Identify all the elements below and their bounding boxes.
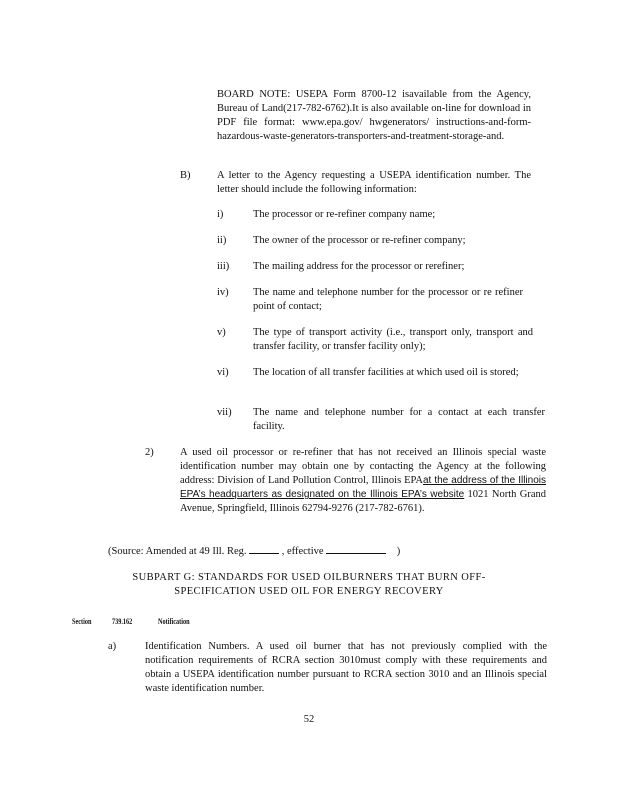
subitem-label: iii) xyxy=(217,261,230,272)
source-prefix: (Source: Amended at 49 Ill. Reg. xyxy=(108,546,247,557)
section-title-text: Notification xyxy=(158,617,190,626)
subitem-label: i) xyxy=(217,209,224,220)
source-middle: , effective xyxy=(281,546,324,557)
subitem-label: v) xyxy=(217,327,226,338)
subitem-text: The name and telephone number for a contact at each transfer facility. xyxy=(253,407,545,432)
item-2-paragraph xyxy=(180,446,546,516)
subitem-text: The type of transport activity (i.e., transport only, transport and transfer facility, or transfer facility only); xyxy=(253,327,533,352)
item-2-label: 2) xyxy=(145,447,154,458)
subitem-text: The mailing address for the processor or rerefiner; xyxy=(253,261,465,272)
item-a-text xyxy=(145,640,547,696)
source-line xyxy=(108,543,400,559)
source-register-blank xyxy=(249,543,279,554)
section-label xyxy=(72,615,97,629)
subitem-text: The name and telephone number for the processor or re refiner point of contact; xyxy=(253,287,523,312)
board-note xyxy=(217,88,531,144)
subitem-text: The processor or re-refiner company name; xyxy=(253,209,436,220)
page-number: 52 xyxy=(303,714,315,725)
subpart-heading-line2: SPECIFICATION USED OIL FOR ENERGY RECOVERY xyxy=(174,586,444,597)
item-2-text-before: A used oil processor or re-refiner that has not received an Illinois special waste identification number may obtain one by contacting the Agency at the following address: Division of Land Pollution Control, Illinois EPA xyxy=(180,447,546,486)
item-b-label: B) xyxy=(180,170,191,181)
item-2-text xyxy=(180,446,546,516)
section-number xyxy=(112,615,138,629)
subitem-label: ii) xyxy=(217,235,227,246)
subitem-label: vi) xyxy=(217,367,229,378)
item-2-text-underlined: at the address of the Illinois EPA’s headquarters as designated on the Illinois EPA’s website xyxy=(180,475,546,500)
source-suffix: ) xyxy=(396,546,401,557)
section-label-text: Section xyxy=(72,617,92,626)
subpart-heading-line1: SUBPART G: STANDARDS FOR USED OILBURNERS THAT BURN OFF- xyxy=(132,572,486,583)
item-a-label: a) xyxy=(108,641,117,652)
subitem-label: iv) xyxy=(217,287,229,298)
item-b-paragraph: A letter to the Agency requesting a USEPA identification number. The letter should include the following information: xyxy=(217,170,531,195)
source-effective-blank xyxy=(326,543,386,554)
subitem-text: The location of all transfer facilities at which used oil is stored; xyxy=(253,367,519,378)
item-2-text-after: 1021 North Grand Avenue, Springfield, Illinois 62794-9276 (217-782-6761). xyxy=(180,489,546,514)
subitem-text: The owner of the processor or re-refiner company; xyxy=(253,235,466,246)
board-note-text: BOARD NOTE: USEPA Form 8700-12 isavailable from the Agency, Bureau of Land(217-782-6762).It is also available on-line for download in PDF file format: www.epa.gov/ hwgenerators/ instructions-and-form-hazardous-waste-generators-transporters-and-treatment-storage-and. xyxy=(217,89,531,142)
subitem-label: vii) xyxy=(217,407,232,418)
section-number-text: 739.162 xyxy=(112,617,133,626)
section-title xyxy=(158,615,198,629)
item-b-text xyxy=(217,169,531,197)
item-a-paragraph: Identification Numbers. A used oil burner that has not previously complied with the notification requirements of RCRA section 3010must comply with these requirements and obtain a USEPA identification number pursuant to RCRA section 3010 and an Illinois special waste identification number. xyxy=(145,641,547,694)
